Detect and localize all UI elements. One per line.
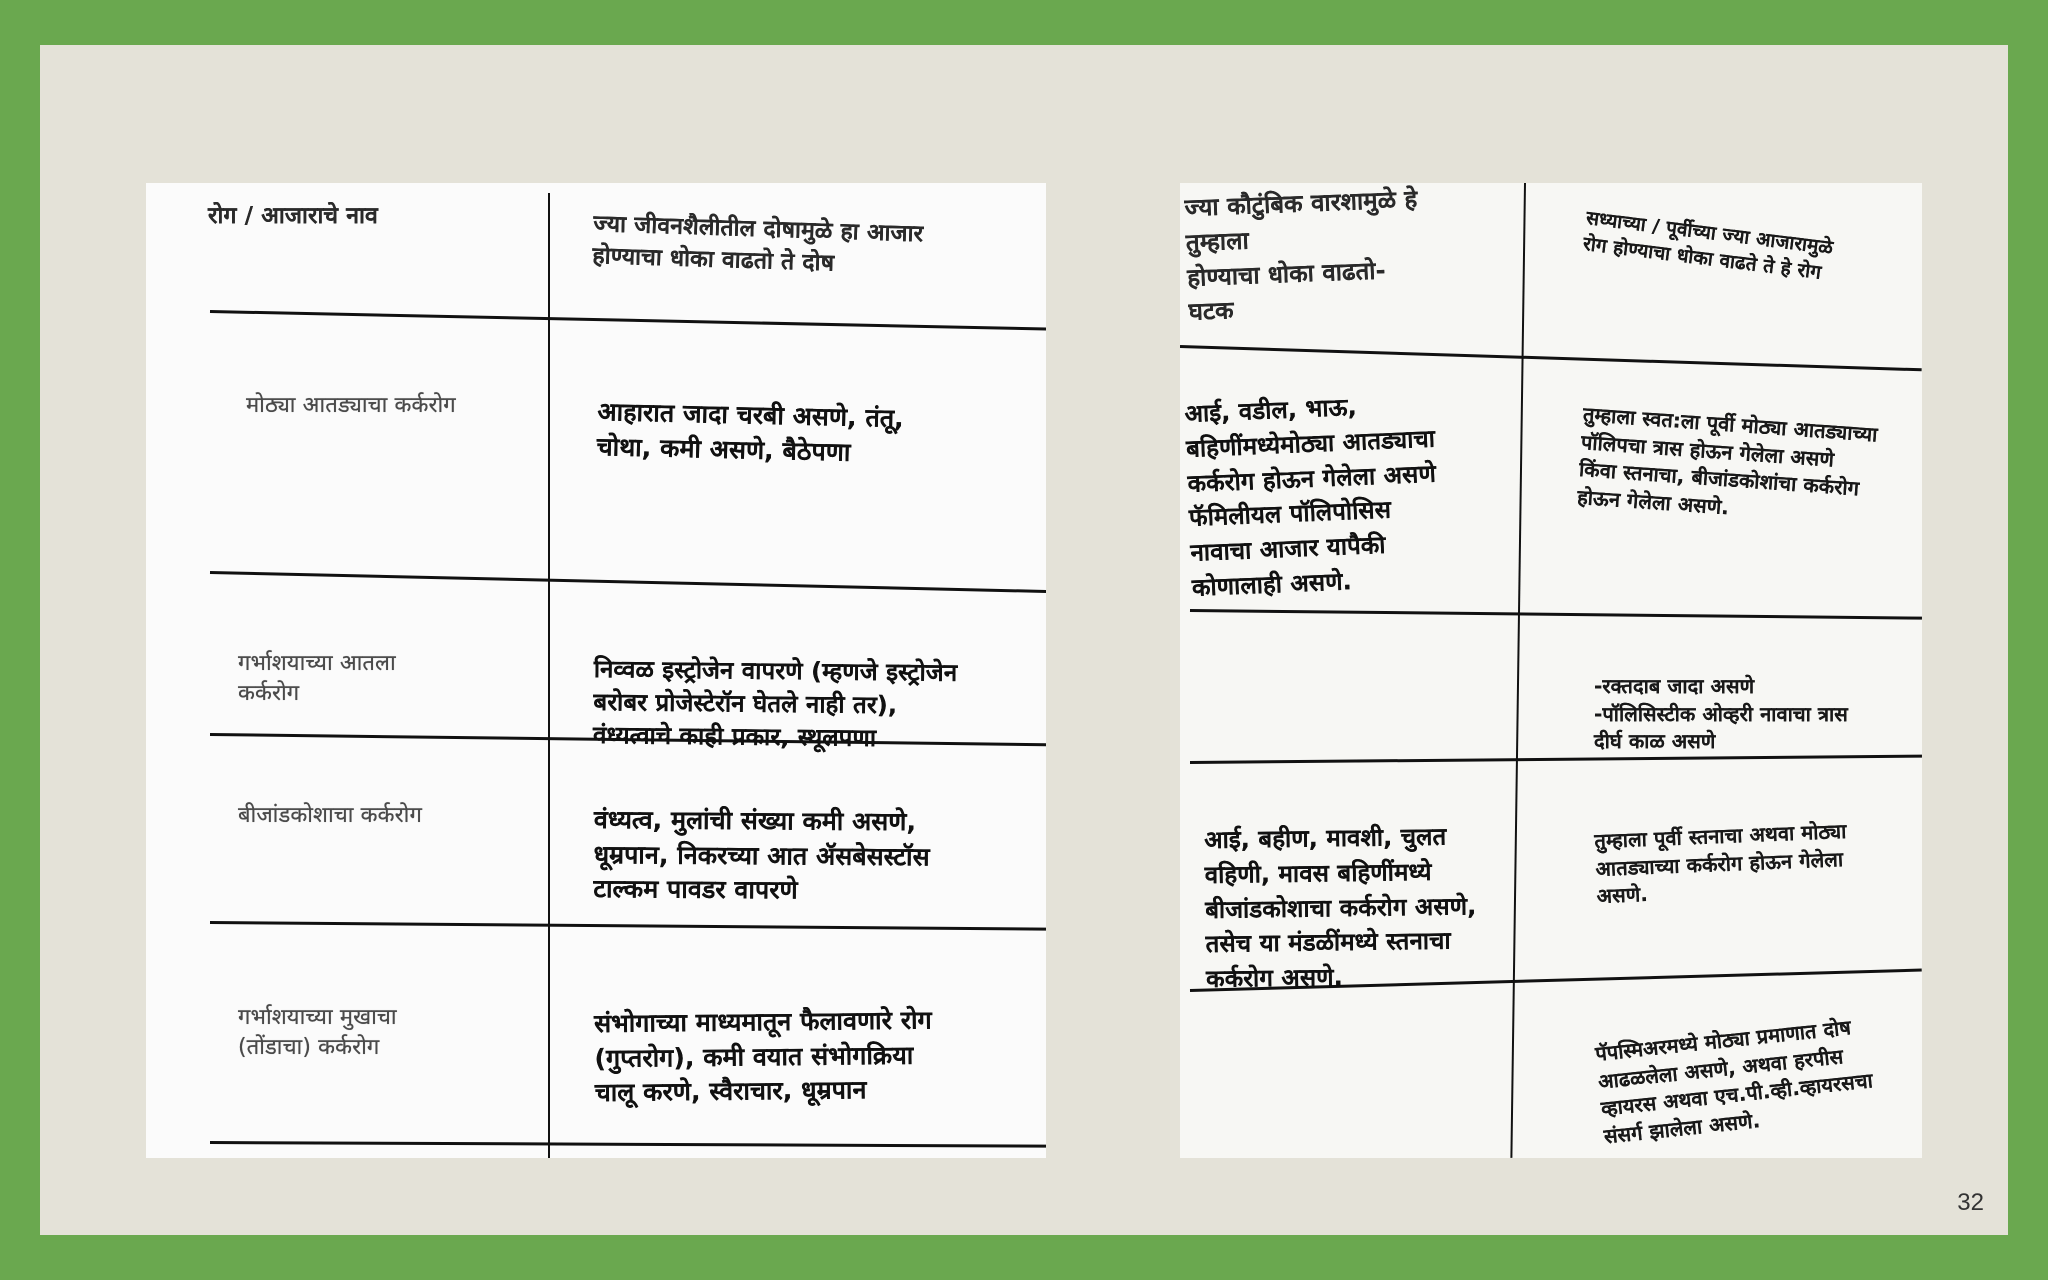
right-row2-past-disease: -रक्तदाब जादा असणे -पॉलिसिस्टीक ओव्हरी नावाचा त्रास दीर्घ काळ असणे — [1594, 674, 1848, 754]
left-row2-lifestyle: निव्वळ इस्ट्रोजेन वापरणे (म्हणजे इस्ट्रोजेन बरोबर प्रोजेस्टेरॉन घेतले नाही तर), वंध्यत्वाचे काही प्रकार, स्थूलपणा — [592, 654, 958, 753]
left-row-rule-1 — [210, 571, 1046, 593]
page-number: 32 — [1957, 1189, 1984, 1216]
left-row1-disease: मोठ्या आतड्याचा कर्करोग — [246, 393, 456, 418]
right-row3-past-disease: तुम्हाला पूर्वी स्तनाचा अथवा मोठ्या आतड्याच्या कर्करोग होऊन गेलेला असणे. — [1594, 818, 1847, 909]
left-scanned-table — [146, 183, 1046, 1158]
left-row3-lifestyle: वंध्यत्व, मुलांची संख्या कमी असणे, धूम्रपान, निकरच्या आत ॲसबेसस्टॉस टाल्कम पावडर वापरणे — [593, 804, 930, 905]
slide — [40, 45, 2008, 1235]
right-column-divider — [1510, 183, 1526, 1158]
right-row4-past-disease: पॅपस्मिअरमध्ये मोठ्या प्रमाणात दोष आढळलेला असणे, अथवा हरपीस व्हायरस अथवा एच.पी.व्ही.व्हायरसचा संसर्ग झालेला असणे. — [1594, 1015, 1874, 1149]
right-header-rule — [1180, 345, 1922, 371]
right-header-family: ज्या कौटुंबिक वारशामुळे हे तुम्हाला होण्याचा धोका वाढतो- घटक — [1184, 185, 1418, 327]
left-row1-lifestyle: आहारात जादा चरबी असणे, तंतू, चोथा, कमी असणे, बैठेपणा — [596, 396, 905, 467]
left-row2-disease: गर्भाशयाच्या आतला कर्करोग — [238, 651, 396, 707]
left-row4-lifestyle: संभोगाच्या माध्यमातून फैलावणारे रोग (गुप्तरोग), कमी वयात संभोगक्रिया चालू करणे, स्वैराचार, धूम्रपान — [594, 1005, 932, 1107]
right-scanned-table — [1180, 183, 1922, 1158]
left-header-lifestyle: ज्या जीवनशैलीतील दोषामुळे हा आजार होण्याचा धोका वाढतो ते दोष — [592, 210, 924, 277]
left-header-disease: रोग / आजाराचे नाव — [208, 203, 378, 229]
left-column-divider — [548, 193, 550, 1158]
right-header-past-disease: सध्याच्या / पूर्वीच्या ज्या आजारामुळे रोग होण्याचा धोका वाढते ते हे रोग — [1581, 206, 1835, 285]
right-row3-family: आई, बहीण, मावशी, चुलत वहिणी, मावस बहिणींमध्ये बीजांडकोशाचा कर्करोग असणे, तसेच या मंडळींमध्ये स्तनाचा कर्करोग असणे. — [1204, 822, 1477, 994]
left-row-rule-4 — [210, 1141, 1046, 1148]
right-row1-family: आई, वडील, भाऊ, बहिणींमध्येमोठ्या आतड्याचा कर्करोग होऊन गेलेला असणे फॅमिलीयल पॉलिपोसिस नावाचा आजार यापैकी कोणालाही असणे. — [1184, 392, 1437, 602]
left-row-rule-3 — [210, 921, 1046, 931]
left-header-rule — [210, 310, 1046, 331]
right-row-rule-2 — [1190, 755, 1922, 764]
right-row1-past-disease: तुम्हाला स्वत:ला पूर्वी मोठ्या आतड्याच्या पॉलिपचा त्रास होऊन गेलेला असणे किंवा स्तनाचा, बीजांडकोशांचा कर्करोग होऊन गेलेला असणे. — [1576, 401, 1879, 520]
right-row-rule-1 — [1190, 609, 1922, 620]
left-row3-disease: बीजांडकोशाचा कर्करोग — [238, 803, 422, 828]
left-row4-disease: गर्भाशयाच्या मुखाचा (तोंडाचा) कर्करोग — [238, 1005, 397, 1061]
